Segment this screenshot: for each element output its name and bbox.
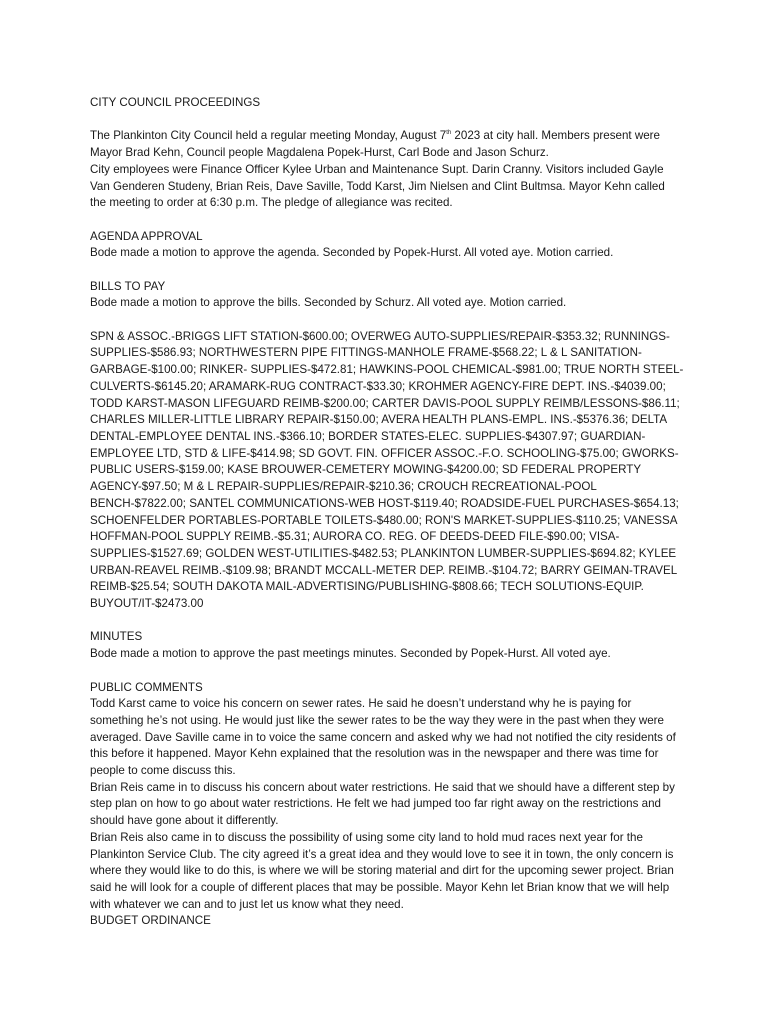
agenda-text: Bode made a motion to approve the agenda. Seconded by Popek-Hurst. All voted aye. Motion carried. xyxy=(90,246,614,260)
intro-employees-paragraph: City employees were Finance Officer Kylee Urban and Maintenance Supt. Darin Cranny. Visitors included Gayle Van Genderen Studeny, Brian Reis, Dave Saville, Todd Karst, Jim Nielsen and Clint Bultmsa. Mayor Kehn called the meeting to order at 6:30 p.m. The pledge of allegiance was recited. xyxy=(90,162,665,210)
minutes-text: Bode made a motion to approve the past meetings minutes. Seconded by Popek-Hurst. All voted aye. xyxy=(90,647,611,661)
bills-heading: BILLS TO PAY xyxy=(90,279,166,293)
public-comments-para-1: Todd Karst came to voice his concern on sewer rates. He said he doesn’t understand why he is paying for something he’s not using. He would just like the sewer rates to be the way they were in the past when they were averaged. Dave Saville came in to voice the same concern and asked why we had not notified the city residents of this before it happened. Mayor Kehn explained that the resolution was in the newspaper and there was time for people to come discuss this. xyxy=(90,697,676,778)
intro-section xyxy=(90,128,684,212)
bills-list: SPN & ASSOC.-BRIGGS LIFT STATION-$600.00; OVERWEG AUTO-SUPPLIES/REPAIR-$353.32; RUNNINGS-SUPPLIES-$586.93; NORTHWESTERN PIPE FITTINGS-MANHOLE FRAME-$568.22; L & L SANITATION-GARBAGE-$100.00; RINKER- SUPPLIES-$472.81; HAWKINS-POOL CHEMICAL-$981.00; TRUE NORTH STEEL-CULVERTS-$6145.20; ARAMARK-RUG CONTRACT-$33.30; KROHMER AGENCY-FIRE DEPT. INS.-$4039.00; TODD KARST-MASON LIFEGUARD REIMB-$200.00; CARTER DAVIS-POOL SUPPLY REIMB/LESSONS-$86.11; CHARLES MILLER-LITTLE LIBRARY REPAIR-$150.00; AVERA HEALTH PLANS-EMPL. INS.-$5376.36; DELTA DENTAL-EMPLOYEE DENTAL INS.-$366.10; BORDER STATES-ELEC. SUPPLIES-$4307.97; GUARDIAN-EMPLOYEE LTD, STD & LIFE-$414.98; SD GOVT. FIN. OFFICER ASSOC.-F.O. SCHOOLING-$75.00; GWORKS-PUBLIC USERS-$159.00; KASE BROUWER-CEMETERY MOWING-$4200.00; SD FEDERAL PROPERTY AGENCY-$97.50; M & L REPAIR-SUPPLIES/REPAIR-$210.36; CROUCH RECREATIONAL-POOL BENCH-$7822.00; SANTEL COMMUNICATIONS-WEB HOST-$119.40; ROADSIDE-FUEL PURCHASES-$654.13; SCHOENFELDER PORTABLES-PORTABLE TOILETS-$480.00; RON'S MARKET-SUPPLIES-$110.25; VANESSA HOFFMAN-POOL SUPPLY REIMB.-$5.31; AURORA CO. REG. OF DEEDS-DEED FILE-$90.00; VISA-SUPPLIES-$1527.69; GOLDEN WEST-UTILITIES-$482.53; PLANKINTON LUMBER-SUPPLIES-$694.82; KYLEE URBAN-REAVEL REIMB.-$109.98; BRANDT MCCALL-METER DEP. REIMB.-$104.72; BARRY GEIMAN-TRAVEL REIMB-$25.54; SOUTH DAKOTA MAIL-ADVERTISING/PUBLISHING-$808.66; TECH SOLUTIONS-EQUIP. BUYOUT/IT-$2473.00 xyxy=(90,329,684,611)
public-comments-heading: PUBLIC COMMENTS xyxy=(90,680,203,694)
minutes-heading: MINUTES xyxy=(90,630,143,644)
public-comments-section xyxy=(90,680,684,931)
bills-text: Bode made a motion to approve the bills. Seconded by Schurz. All voted aye. Motion carried. xyxy=(90,296,567,310)
intro-text-part1: The Plankinton City Council held a regular meeting Monday, August 7 xyxy=(90,129,447,143)
budget-ordinance-heading: BUDGET ORDINANCE xyxy=(90,914,211,928)
document-title: CITY COUNCIL PROCEEDINGS xyxy=(90,96,261,109)
bills-section xyxy=(90,279,684,312)
ordinal-suffix: th xyxy=(446,130,452,137)
public-comments-para-3: Brian Reis also came in to discuss the possibility of using some city land to hold mud races next year for the Plankinton Service Club. The city agreed it’s a great idea and they would love to see it in town, the only concern is where they would like to do this, is where we will be storing material and dirt for the upcoming sewer project. Brian said he will look for a couple of different places that may be possible. Mayor Kehn let Brian know that we will help with whatever we can and to just let us know what they need. xyxy=(90,830,674,911)
bills-list-section xyxy=(90,329,684,613)
intro-text-part2: 2023 at city hall. Members present were Mayor Brad Kehn, Council people Magdalena Popek-Hurst, Carl Bode and Jason Schurz. xyxy=(90,129,660,160)
intro-paragraph xyxy=(90,128,684,161)
agenda-heading: AGENDA APPROVAL xyxy=(90,229,203,243)
minutes-section xyxy=(90,629,684,662)
public-comments-para-2: Brian Reis came in to discuss his concern about water restrictions. He said that we should have a different step by step plan on how to go about water restrictions. He felt we had jumped too far right away on the restrictions and should have gone about it differently. xyxy=(90,780,675,828)
agenda-section xyxy=(90,229,684,262)
